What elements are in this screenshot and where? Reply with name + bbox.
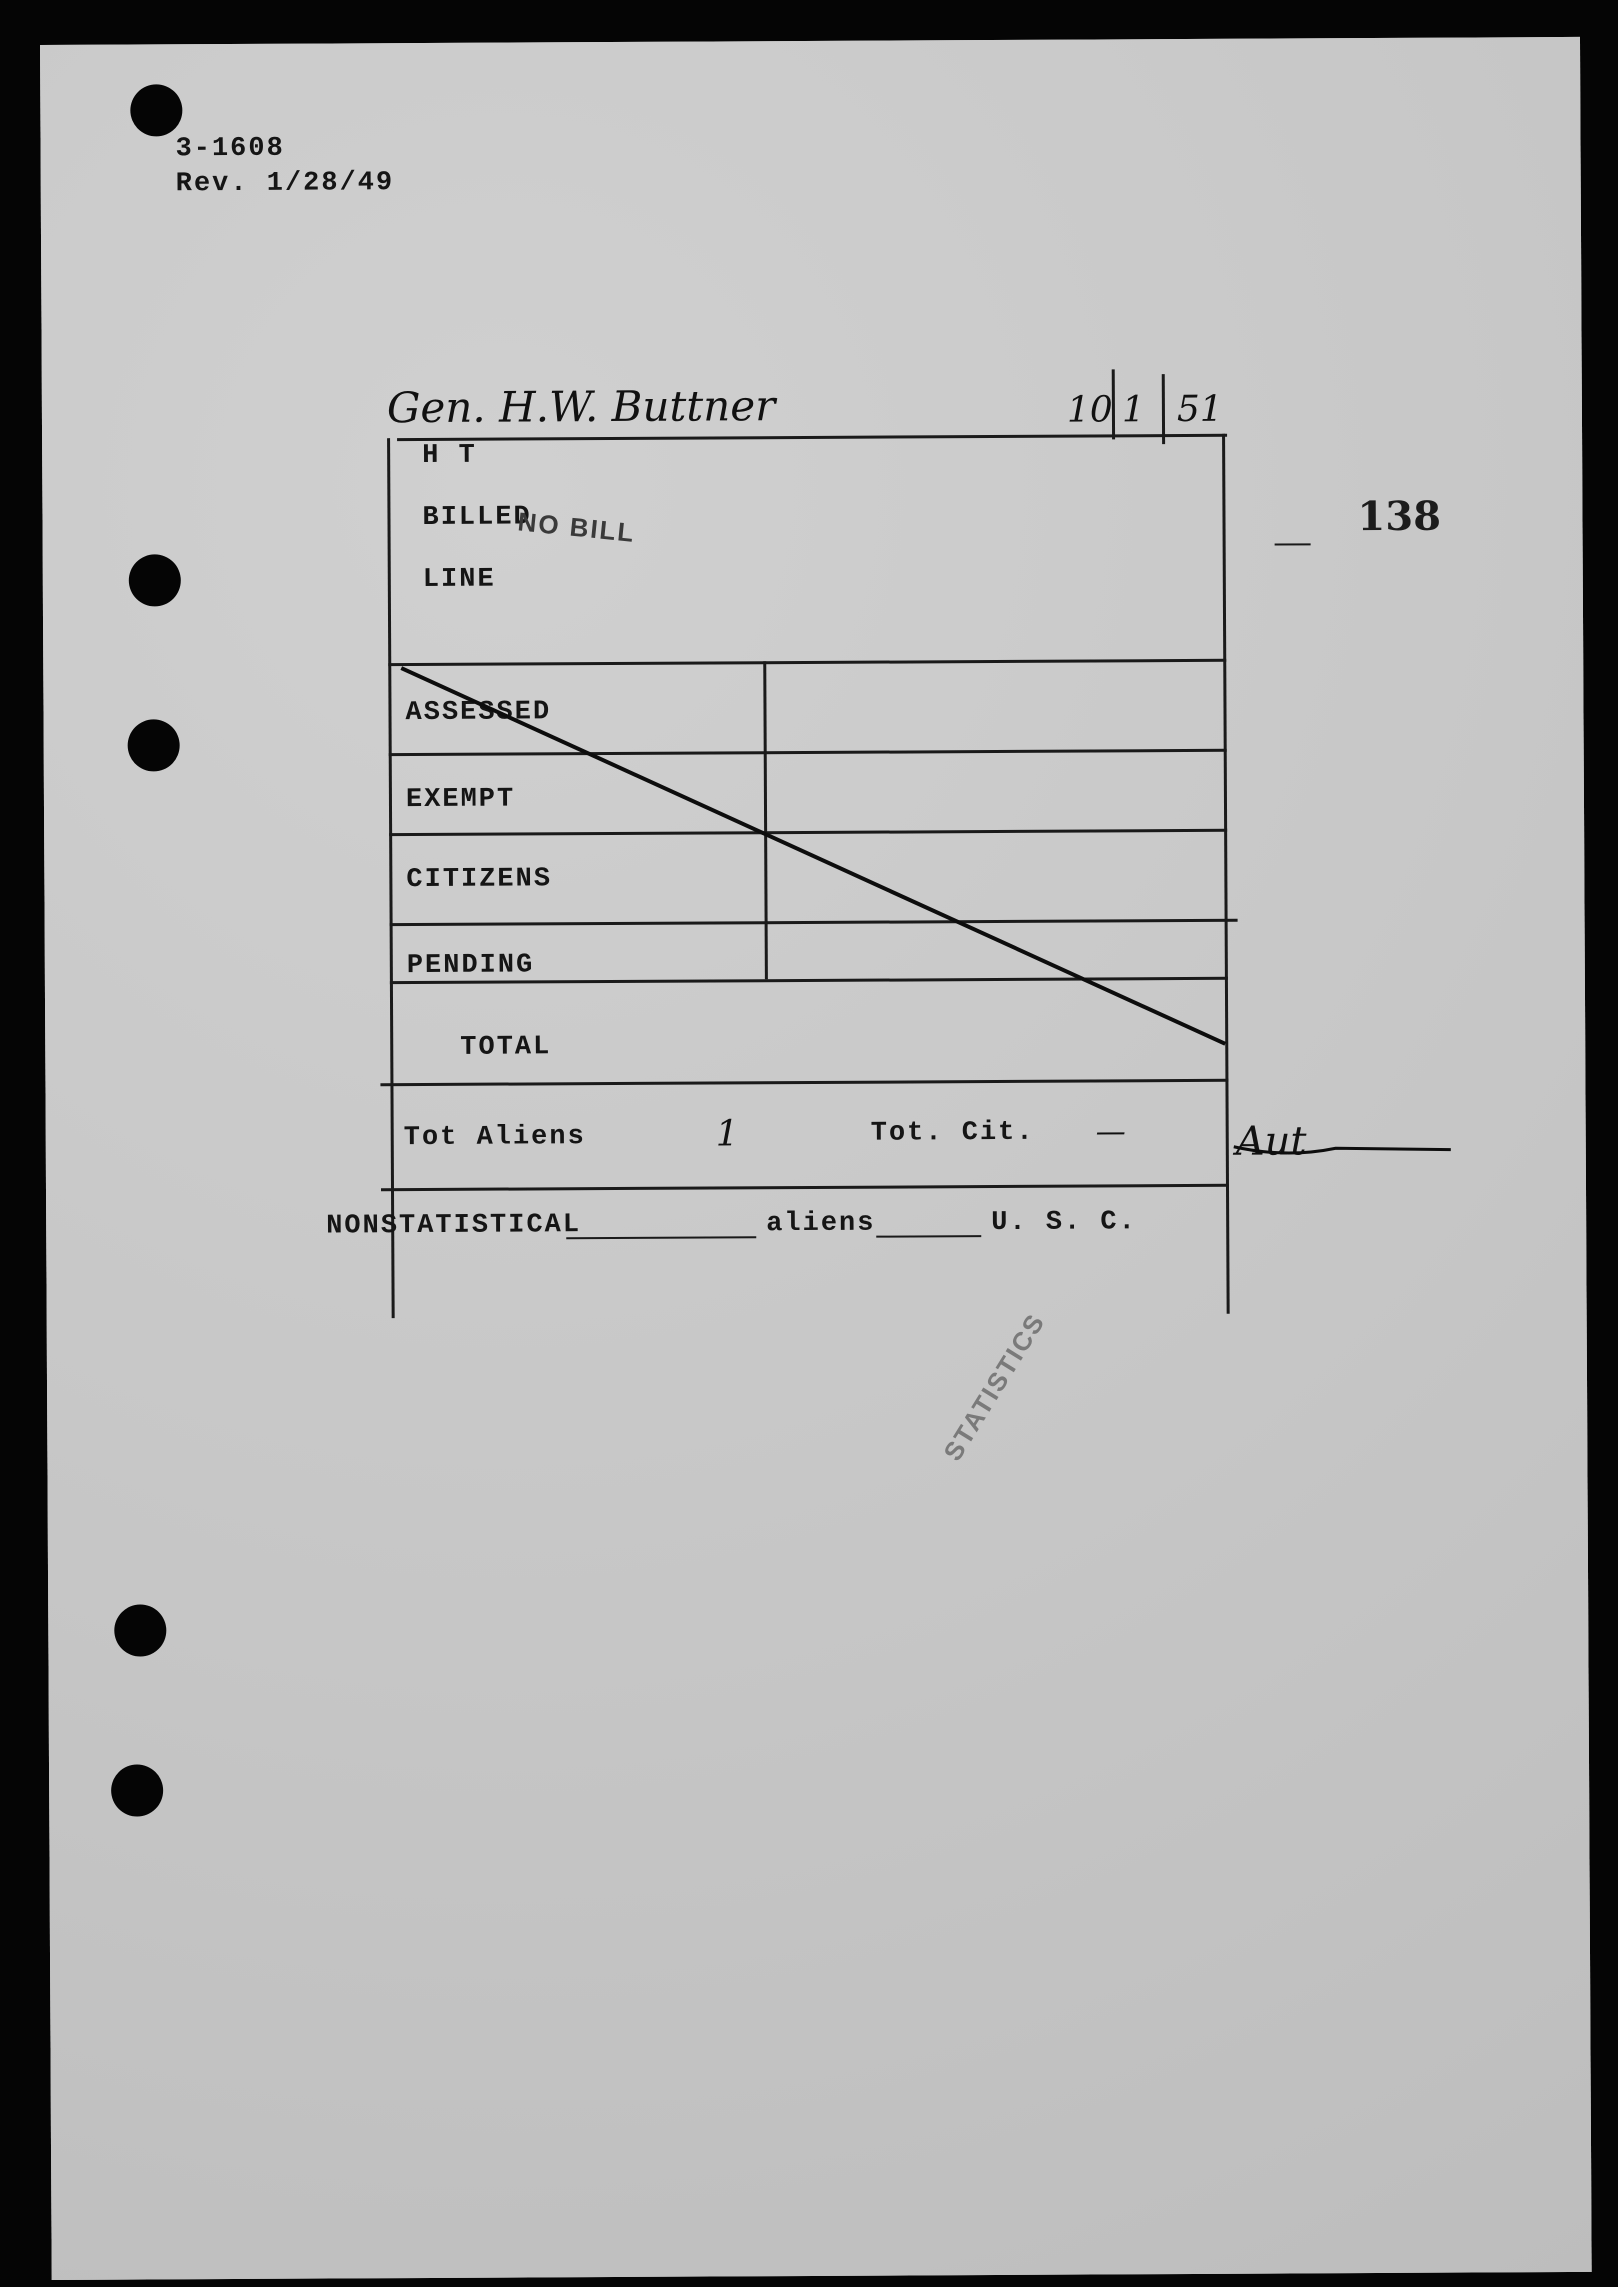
row-pending-label: PENDING <box>406 950 535 982</box>
tot-aliens-label: Tot Aliens <box>403 1122 586 1154</box>
statistics-stamp: STATISTICS <box>937 1307 1052 1467</box>
initials-flourish <box>1234 1146 1451 1154</box>
no-bill-stamp: NO BILL <box>516 506 637 548</box>
row-citizens-label: CITIZENS <box>406 864 553 896</box>
form-revision: Rev. 1/28/49 <box>175 168 395 200</box>
footer-nonstatistical: NONSTATISTICAL <box>326 1210 582 1242</box>
row-exempt-label: EXEMPT <box>405 784 516 816</box>
handwritten-name: Gen. H.W. Buttner <box>386 381 776 433</box>
tot-aliens-value: 1 <box>715 1113 739 1155</box>
date-day: 1 <box>1121 389 1145 431</box>
top-box-line1: H T <box>422 440 477 472</box>
row-assessed-label: ASSESSED <box>405 697 552 729</box>
form-number: 3-1608 <box>175 133 285 165</box>
top-box-line2: BILLED <box>422 502 532 534</box>
diagonal-strike-line <box>401 664 1225 1048</box>
total-label: TOTAL <box>460 1032 552 1063</box>
tot-cit-label: Tot. Cit. <box>870 1117 1035 1149</box>
date-year: 51 <box>1176 388 1223 431</box>
strike-marks <box>40 37 1592 2280</box>
tot-cit-value: — <box>1095 1114 1126 1150</box>
footer-usc: U. S. C. <box>991 1207 1137 1239</box>
initials: Aut <box>1235 1118 1307 1165</box>
document-page <box>40 37 1592 2280</box>
footer-aliens: aliens <box>766 1208 876 1240</box>
page-number: 138 <box>1357 492 1442 541</box>
date-month: 10 <box>1066 389 1113 431</box>
top-box-line3: LINE <box>422 564 496 596</box>
